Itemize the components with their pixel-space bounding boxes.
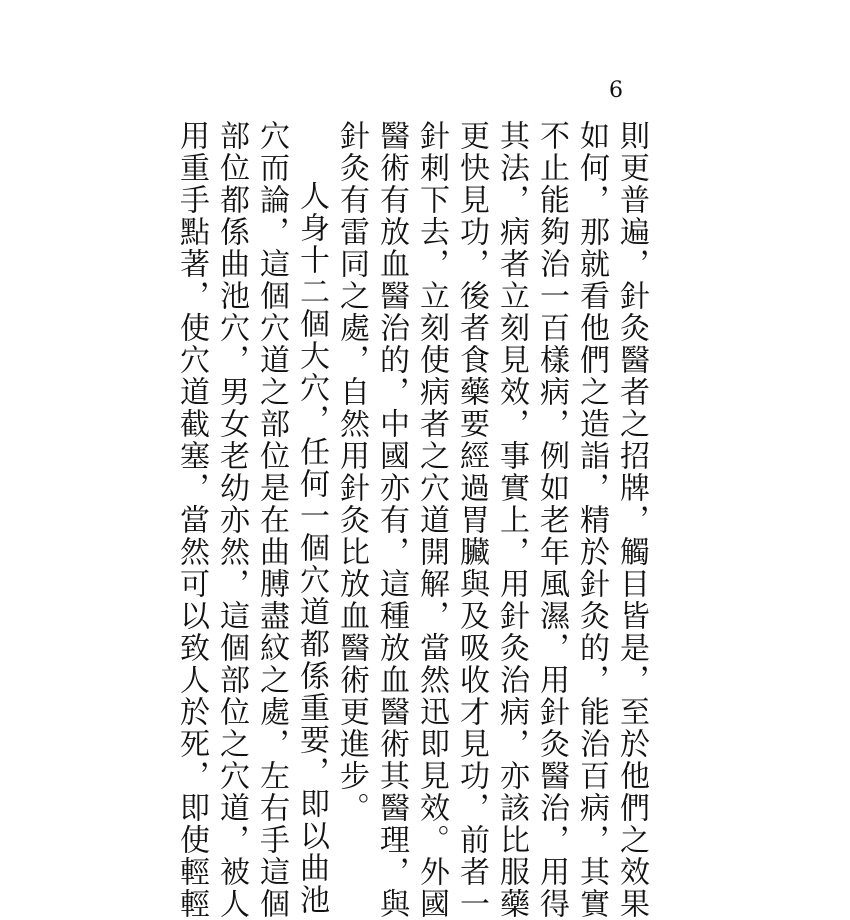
text-column-12: 用重手點著，使穴道截塞，當然可以致人於死，即使輕輕: [174, 120, 209, 920]
text-column-5: 更快見功，後者食藥要經過胃臟與及吸收才見功，前者一: [454, 120, 489, 920]
text-column-7: 醫術有放血醫治的，中國亦有，這種放血醫術其醫理，與: [374, 120, 409, 920]
page-number: 6: [609, 78, 623, 103]
text-column-11: 部位都係曲池穴，男女老幼亦然，這個部位之穴道，被人: [214, 120, 249, 920]
text-column-9: 人身十二個大穴，任何一個穴道都係重要，即以曲池: [294, 180, 329, 916]
text-column-3: 不止能夠治一百樣病，例如老年風濕，用針灸醫治，用得: [534, 120, 569, 920]
text-column-8: 針灸有雷同之處，自然用針灸比放血醫術更進步。: [334, 120, 369, 824]
text-column-4: 其法，病者立刻見效，事實上，用針灸治病，亦該比服藥: [494, 120, 529, 920]
text-column-10: 穴而論，這個穴道之部位是在曲膊盡紋之處，左右手這個: [254, 120, 289, 920]
text-column-2: 如何，那就看他們之造詣，精於針灸的，能治百病，其實: [574, 120, 609, 920]
vertical-text-block: [174, 120, 649, 920]
text-column-1: 則更普遍，針灸醫者之招牌，觸目皆是，至於他們之效果: [614, 120, 649, 920]
text-column-6: 針刺下去，立刻使病者之穴道開解，當然迅即見效。外國: [414, 120, 449, 920]
